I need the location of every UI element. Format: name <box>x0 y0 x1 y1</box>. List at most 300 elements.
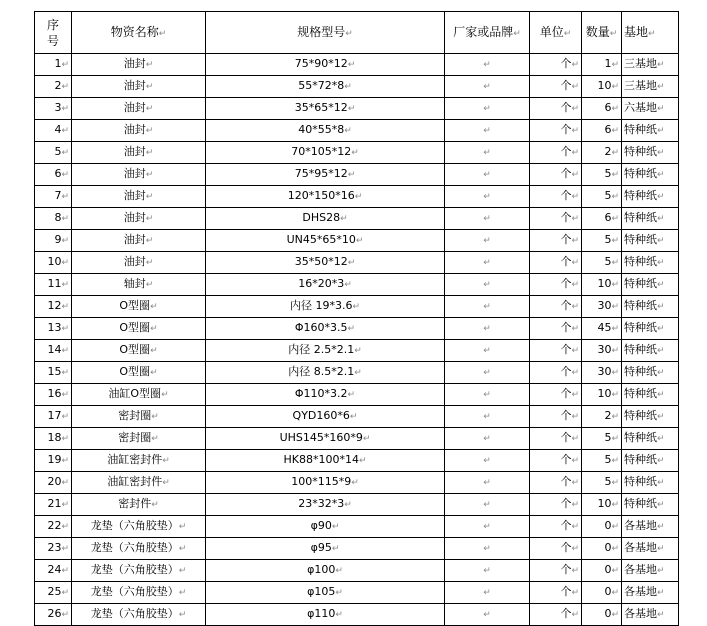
cell-qty-text: 6 <box>604 211 612 224</box>
cell-qty <box>582 450 622 472</box>
cell-base <box>622 494 679 516</box>
cell-name-text: O型圈 <box>119 299 151 312</box>
paragraph-mark: ↵ <box>362 434 371 444</box>
cell-unit-text: 个 <box>560 57 572 70</box>
header-spec <box>206 12 445 54</box>
cell-no <box>35 252 72 274</box>
cell-unit-text: 个 <box>560 277 572 290</box>
cell-qty <box>582 274 622 296</box>
cell-no <box>35 120 72 142</box>
paragraph-mark: ↵ <box>657 126 665 136</box>
cell-name <box>72 318 206 340</box>
paragraph-mark: ↵ <box>571 258 579 268</box>
header-name <box>72 12 206 54</box>
table-row <box>35 604 679 626</box>
cell-unit-text: 个 <box>560 101 572 114</box>
paragraph-mark: ↵ <box>657 170 665 180</box>
cell-base-text: 特种纸 <box>624 475 657 488</box>
cell-base <box>622 252 679 274</box>
cell-qty-text: 10 <box>597 79 612 92</box>
cell-spec-text: φ90 <box>310 519 332 532</box>
cell-base-text: 各基地 <box>624 585 657 598</box>
paragraph-mark: ↵ <box>347 324 356 334</box>
cell-unit-text: 个 <box>560 255 572 268</box>
paragraph-mark: ↵ <box>571 412 579 422</box>
paragraph-mark: ↵ <box>483 368 491 378</box>
cell-qty-text: 0 <box>604 563 612 576</box>
paragraph-mark: ↵ <box>657 412 665 422</box>
cell-unit <box>530 208 582 230</box>
paragraph-mark: ↵ <box>657 588 665 598</box>
cell-qty <box>582 560 622 582</box>
cell-spec <box>206 428 445 450</box>
cell-unit <box>530 120 582 142</box>
cell-unit <box>530 186 582 208</box>
paragraph-mark: ↵ <box>178 566 187 576</box>
cell-no-text: 11 <box>47 277 62 290</box>
cell-name-text: 油封 <box>123 145 146 158</box>
paragraph-mark: ↵ <box>61 522 69 532</box>
cell-no-text: 4 <box>54 123 62 136</box>
table-row <box>35 208 679 230</box>
paragraph-mark: ↵ <box>61 82 69 92</box>
paragraph-mark: ↵ <box>611 148 619 158</box>
paragraph-mark: ↵ <box>657 390 665 400</box>
cell-name-text: 油缸O型圈 <box>108 387 162 400</box>
paragraph-mark: ↵ <box>513 28 521 39</box>
paragraph-mark: ↵ <box>61 148 69 158</box>
header-qty <box>582 12 622 54</box>
cell-name-text: 龙垫（六角胶垫） <box>90 519 179 532</box>
cell-base <box>622 472 679 494</box>
paragraph-mark: ↵ <box>358 456 367 466</box>
paragraph-mark: ↵ <box>483 456 491 466</box>
table-row <box>35 54 679 76</box>
cell-unit-text: 个 <box>560 453 572 466</box>
cell-no-text: 6 <box>54 167 62 180</box>
cell-unit <box>530 164 582 186</box>
cell-spec-text: 75*90*12 <box>294 57 348 70</box>
cell-manufacturer <box>445 54 530 76</box>
cell-name <box>72 406 206 428</box>
cell-no-text: 16 <box>47 387 62 400</box>
paragraph-mark: ↵ <box>483 302 491 312</box>
cell-qty <box>582 208 622 230</box>
paragraph-mark: ↵ <box>145 82 154 92</box>
cell-qty-text: 5 <box>604 255 612 268</box>
cell-name <box>72 230 206 252</box>
cell-no-text: 14 <box>47 343 62 356</box>
cell-base-text: 特种纸 <box>624 321 657 334</box>
cell-name-text: 油缸密封件 <box>107 475 163 488</box>
cell-manufacturer <box>445 340 530 362</box>
cell-unit-text: 个 <box>560 145 572 158</box>
cell-spec-text: φ95 <box>310 541 332 554</box>
cell-unit-text: 个 <box>560 189 572 202</box>
cell-qty <box>582 54 622 76</box>
cell-qty <box>582 98 622 120</box>
cell-name <box>72 362 206 384</box>
cell-base-text: 特种纸 <box>624 167 657 180</box>
cell-unit <box>530 516 582 538</box>
cell-name-text: 油封 <box>123 233 146 246</box>
cell-base-text: 各基地 <box>624 607 657 620</box>
cell-manufacturer <box>445 450 530 472</box>
paragraph-mark: ↵ <box>571 390 579 400</box>
paragraph-mark: ↵ <box>483 280 491 290</box>
paragraph-mark: ↵ <box>145 170 154 180</box>
cell-name <box>72 142 206 164</box>
cell-name <box>72 340 206 362</box>
paragraph-mark: ↵ <box>344 500 352 510</box>
table-row <box>35 340 679 362</box>
paragraph-mark: ↵ <box>145 192 154 202</box>
paragraph-mark: ↵ <box>178 610 187 620</box>
paragraph-mark: ↵ <box>611 610 619 620</box>
cell-manufacturer <box>445 538 530 560</box>
cell-manufacturer <box>445 494 530 516</box>
header-name-text: 物资名称 <box>110 24 159 39</box>
paragraph-mark: ↵ <box>61 434 69 444</box>
table-row <box>35 164 679 186</box>
cell-no-text: 13 <box>47 321 62 334</box>
cell-qty <box>582 428 622 450</box>
cell-qty <box>582 582 622 604</box>
paragraph-mark: ↵ <box>61 236 69 246</box>
cell-spec-text: DHS28 <box>302 211 341 224</box>
cell-unit <box>530 538 582 560</box>
cell-name <box>72 186 206 208</box>
cell-base <box>622 230 679 252</box>
paragraph-mark: ↵ <box>611 566 619 576</box>
cell-unit-text: 个 <box>560 497 572 510</box>
cell-no-text: 18 <box>47 431 62 444</box>
cell-spec-text: 35*50*12 <box>294 255 348 268</box>
paragraph-mark: ↵ <box>657 346 665 356</box>
paragraph-mark: ↵ <box>145 280 154 290</box>
cell-qty <box>582 340 622 362</box>
header-no <box>35 12 72 54</box>
cell-no <box>35 582 72 604</box>
paragraph-mark: ↵ <box>344 280 352 290</box>
paragraph-mark: ↵ <box>61 566 69 576</box>
paragraph-mark: ↵ <box>657 456 665 466</box>
cell-manufacturer <box>445 164 530 186</box>
cell-base-text: 特种纸 <box>624 299 657 312</box>
cell-base-text: 三基地 <box>624 57 657 70</box>
cell-spec-text: 75*95*12 <box>294 167 348 180</box>
paragraph-mark: ↵ <box>61 324 69 334</box>
paragraph-mark: ↵ <box>351 478 359 488</box>
cell-name-text: 油封 <box>123 101 146 114</box>
cell-base-text: 特种纸 <box>624 497 657 510</box>
paragraph-mark: ↵ <box>145 126 154 136</box>
cell-no-text: 8 <box>54 211 62 224</box>
cell-unit <box>530 406 582 428</box>
cell-spec <box>206 362 445 384</box>
cell-qty <box>582 384 622 406</box>
paragraph-mark: ↵ <box>611 214 619 224</box>
paragraph-mark: ↵ <box>657 324 665 334</box>
paragraph-mark: ↵ <box>571 566 579 576</box>
cell-spec <box>206 142 445 164</box>
cell-spec-text: 16*20*3 <box>298 277 345 290</box>
paragraph-mark: ↵ <box>158 28 167 39</box>
paragraph-mark: ↵ <box>483 258 491 268</box>
paragraph-mark: ↵ <box>151 412 159 422</box>
cell-no-text: 9 <box>54 233 62 246</box>
cell-spec <box>206 296 445 318</box>
table-row <box>35 252 679 274</box>
paragraph-mark: ↵ <box>150 368 158 378</box>
cell-qty <box>582 142 622 164</box>
paragraph-mark: ↵ <box>347 258 356 268</box>
cell-no <box>35 274 72 296</box>
table-row <box>35 362 679 384</box>
cell-spec-text: 23*32*3 <box>298 497 345 510</box>
paragraph-mark: ↵ <box>483 192 491 202</box>
paragraph-mark: ↵ <box>611 478 619 488</box>
table-row <box>35 274 679 296</box>
cell-base <box>622 274 679 296</box>
cell-no <box>35 54 72 76</box>
cell-base-text: 各基地 <box>624 541 657 554</box>
cell-base-text: 各基地 <box>624 563 657 576</box>
paragraph-mark: ↵ <box>354 346 362 356</box>
table-row <box>35 472 679 494</box>
paragraph-mark: ↵ <box>61 610 69 620</box>
paragraph-mark: ↵ <box>563 28 572 39</box>
paragraph-mark: ↵ <box>354 192 363 202</box>
paragraph-mark: ↵ <box>611 302 619 312</box>
cell-qty-text: 0 <box>604 519 612 532</box>
cell-name <box>72 450 206 472</box>
cell-base <box>622 296 679 318</box>
cell-name <box>72 582 206 604</box>
paragraph-mark: ↵ <box>657 280 665 290</box>
paragraph-mark: ↵ <box>61 412 69 422</box>
paragraph-mark: ↵ <box>483 522 491 532</box>
cell-no <box>35 450 72 472</box>
cell-spec <box>206 54 445 76</box>
cell-name-text: 密封圈 <box>118 409 152 422</box>
paragraph-mark: ↵ <box>571 104 579 114</box>
paragraph-mark: ↵ <box>657 60 665 70</box>
paragraph-mark: ↵ <box>483 126 491 136</box>
cell-no <box>35 340 72 362</box>
cell-name <box>72 296 206 318</box>
cell-base <box>622 186 679 208</box>
paragraph-mark: ↵ <box>483 60 491 70</box>
paragraph-mark: ↵ <box>611 82 619 92</box>
cell-qty-text: 5 <box>604 233 612 246</box>
paragraph-mark: ↵ <box>611 456 619 466</box>
table-body <box>35 54 679 626</box>
paragraph-mark: ↵ <box>657 82 665 92</box>
cell-unit <box>530 252 582 274</box>
cell-qty <box>582 252 622 274</box>
cell-base-text: 特种纸 <box>624 409 657 422</box>
cell-manufacturer <box>445 252 530 274</box>
cell-unit <box>530 494 582 516</box>
cell-spec <box>206 450 445 472</box>
paragraph-mark: ↵ <box>657 236 665 246</box>
paragraph-mark: ↵ <box>483 148 491 158</box>
cell-qty-text: 5 <box>604 167 612 180</box>
cell-qty-text: 5 <box>604 189 612 202</box>
paragraph-mark: ↵ <box>61 214 69 224</box>
cell-qty <box>582 120 622 142</box>
cell-name <box>72 274 206 296</box>
cell-base <box>622 120 679 142</box>
header-no-text: 序号 <box>46 17 59 48</box>
cell-no-text: 20 <box>47 475 62 488</box>
paragraph-mark: ↵ <box>611 60 619 70</box>
table-row <box>35 516 679 538</box>
paragraph-mark: ↵ <box>571 60 579 70</box>
cell-unit-text: 个 <box>560 387 572 400</box>
cell-no <box>35 76 72 98</box>
cell-manufacturer <box>445 76 530 98</box>
cell-spec-text: 内径 2.5*2.1 <box>288 343 355 356</box>
cell-unit <box>530 582 582 604</box>
cell-qty-text: 30 <box>597 365 612 378</box>
cell-qty-text: 10 <box>597 387 612 400</box>
paragraph-mark: ↵ <box>483 544 491 554</box>
paragraph-mark: ↵ <box>61 126 69 136</box>
cell-spec-text: 55*72*8 <box>298 79 345 92</box>
paragraph-mark: ↵ <box>611 280 619 290</box>
paragraph-mark: ↵ <box>657 258 665 268</box>
cell-base-text: 特种纸 <box>624 211 657 224</box>
cell-qty <box>582 230 622 252</box>
cell-unit-text: 个 <box>560 607 572 620</box>
cell-spec <box>206 538 445 560</box>
cell-manufacturer <box>445 384 530 406</box>
paragraph-mark: ↵ <box>657 566 665 576</box>
cell-spec <box>206 472 445 494</box>
cell-spec <box>206 274 445 296</box>
paragraph-mark: ↵ <box>657 192 665 202</box>
cell-unit-text: 个 <box>560 211 572 224</box>
paragraph-mark: ↵ <box>571 434 579 444</box>
cell-name <box>72 120 206 142</box>
cell-spec <box>206 604 445 626</box>
cell-qty <box>582 472 622 494</box>
cell-no <box>35 296 72 318</box>
paragraph-mark: ↵ <box>611 126 619 136</box>
cell-qty-text: 45 <box>597 321 612 334</box>
cell-spec-text: Φ110*3.2 <box>294 387 348 400</box>
cell-unit-text: 个 <box>560 167 572 180</box>
cell-no <box>35 604 72 626</box>
cell-manufacturer <box>445 296 530 318</box>
paragraph-mark: ↵ <box>483 500 491 510</box>
cell-base-text: 特种纸 <box>624 387 657 400</box>
cell-qty <box>582 604 622 626</box>
paragraph-mark: ↵ <box>151 500 159 510</box>
cell-unit <box>530 142 582 164</box>
paragraph-mark: ↵ <box>571 544 579 554</box>
cell-base-text: 特种纸 <box>624 431 657 444</box>
table-row <box>35 406 679 428</box>
cell-no <box>35 538 72 560</box>
paragraph-mark: ↵ <box>571 236 579 246</box>
header-base <box>622 12 679 54</box>
cell-manufacturer <box>445 406 530 428</box>
cell-qty <box>582 164 622 186</box>
cell-spec <box>206 384 445 406</box>
cell-qty-text: 10 <box>597 497 612 510</box>
paragraph-mark: ↵ <box>352 302 361 312</box>
cell-no-text: 23 <box>47 541 62 554</box>
paragraph-mark: ↵ <box>335 566 343 576</box>
paragraph-mark: ↵ <box>483 214 491 224</box>
paragraph-mark: ↵ <box>571 522 579 532</box>
cell-unit-text: 个 <box>560 321 572 334</box>
paragraph-mark: ↵ <box>61 302 69 312</box>
cell-unit-text: 个 <box>560 233 572 246</box>
cell-spec <box>206 340 445 362</box>
cell-name-text: 轴封 <box>123 277 146 290</box>
cell-name-text: 龙垫（六角胶垫） <box>90 607 179 620</box>
cell-unit-text: 个 <box>560 563 572 576</box>
paragraph-mark: ↵ <box>483 390 491 400</box>
cell-unit <box>530 340 582 362</box>
cell-no-text: 7 <box>54 189 62 202</box>
paragraph-mark: ↵ <box>145 214 154 224</box>
cell-no <box>35 186 72 208</box>
cell-qty-text: 0 <box>604 541 612 554</box>
paragraph-mark: ↵ <box>483 566 491 576</box>
cell-name <box>72 76 206 98</box>
cell-unit-text: 个 <box>560 299 572 312</box>
cell-no-text: 17 <box>47 409 62 422</box>
cell-no-text: 25 <box>47 585 62 598</box>
cell-no-text: 2 <box>54 79 62 92</box>
paragraph-mark: ↵ <box>571 368 579 378</box>
cell-base <box>622 450 679 472</box>
cell-base-text: 特种纸 <box>624 343 657 356</box>
cell-spec-text: UHS145*160*9 <box>279 431 363 444</box>
header-manufacturer-text: 厂家或品牌 <box>453 24 514 39</box>
cell-base-text: 特种纸 <box>624 189 657 202</box>
paragraph-mark: ↵ <box>61 588 69 598</box>
paragraph-mark: ↵ <box>571 170 579 180</box>
cell-manufacturer <box>445 186 530 208</box>
cell-no <box>35 516 72 538</box>
cell-unit <box>530 230 582 252</box>
paragraph-mark: ↵ <box>61 368 69 378</box>
cell-spec-text: 120*150*16 <box>287 189 355 202</box>
paragraph-mark: ↵ <box>483 478 491 488</box>
paragraph-mark: ↵ <box>61 390 69 400</box>
table-row <box>35 296 679 318</box>
paragraph-mark: ↵ <box>483 170 491 180</box>
cell-name-text: O型圈 <box>119 365 151 378</box>
cell-name <box>72 164 206 186</box>
cell-no <box>35 208 72 230</box>
cell-no-text: 26 <box>47 607 62 620</box>
cell-qty <box>582 362 622 384</box>
paragraph-mark: ↵ <box>483 412 491 422</box>
paragraph-mark: ↵ <box>571 588 579 598</box>
cell-no-text: 19 <box>47 453 62 466</box>
cell-name <box>72 98 206 120</box>
cell-spec <box>206 560 445 582</box>
cell-no <box>35 406 72 428</box>
paragraph-mark: ↵ <box>178 544 187 554</box>
